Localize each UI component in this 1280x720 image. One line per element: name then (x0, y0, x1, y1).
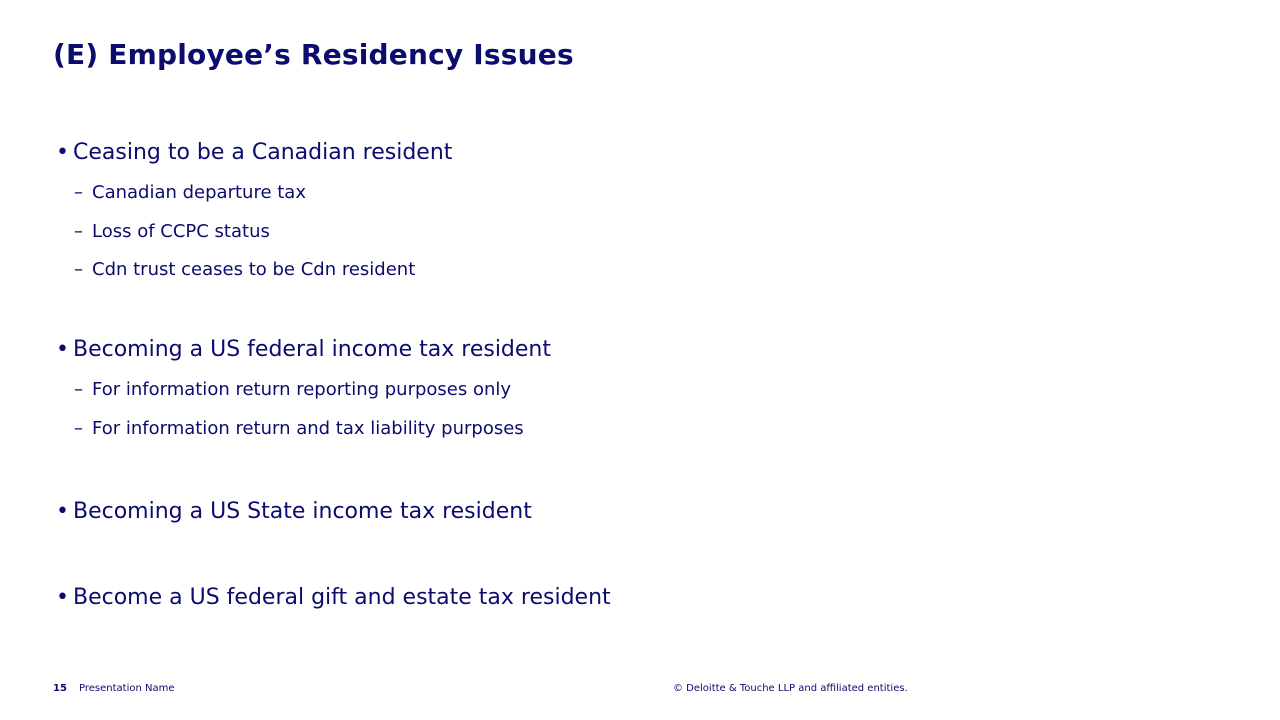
bullet-text: Become a US federal gift and estate tax resident (73, 585, 611, 610)
sub-item (74, 221, 270, 242)
sub-text: Canadian departure tax (92, 182, 306, 203)
sub-item (74, 182, 306, 203)
sub-text: For information return and tax liability purposes (92, 418, 524, 439)
sub-text: For information return reporting purposes only (92, 379, 512, 400)
sub-glyph: – (74, 182, 83, 203)
slide-title: (E) Employee’s Residency Issues (53, 38, 574, 71)
bullet-item (56, 337, 551, 362)
sub-text: Loss of CCPC status (92, 221, 270, 242)
bullet-text: Becoming a US federal income tax resident (73, 337, 552, 362)
bullet-text: Becoming a US State income tax resident (73, 499, 532, 524)
copyright-notice: © Deloitte & Touche LLP and affiliated entities. (673, 683, 908, 694)
sub-glyph: – (74, 379, 83, 400)
bullet-item (56, 585, 611, 610)
sub-glyph: – (74, 418, 83, 439)
sub-item (74, 259, 415, 280)
sub-glyph: – (74, 259, 83, 280)
bullet-item (56, 140, 452, 165)
sub-item (74, 418, 524, 439)
bullet-glyph: • (56, 585, 69, 610)
page-number: 15 (53, 683, 67, 694)
sub-glyph: – (74, 221, 83, 242)
sub-text: Cdn trust ceases to be Cdn resident (92, 259, 416, 280)
bullet-glyph: • (56, 140, 69, 165)
presentation-name: Presentation Name (79, 683, 175, 694)
bullet-glyph: • (56, 499, 69, 524)
bullet-item (56, 499, 532, 524)
bullet-glyph: • (56, 337, 69, 362)
sub-item (74, 379, 511, 400)
bullet-text: Ceasing to be a Canadian resident (73, 140, 453, 165)
